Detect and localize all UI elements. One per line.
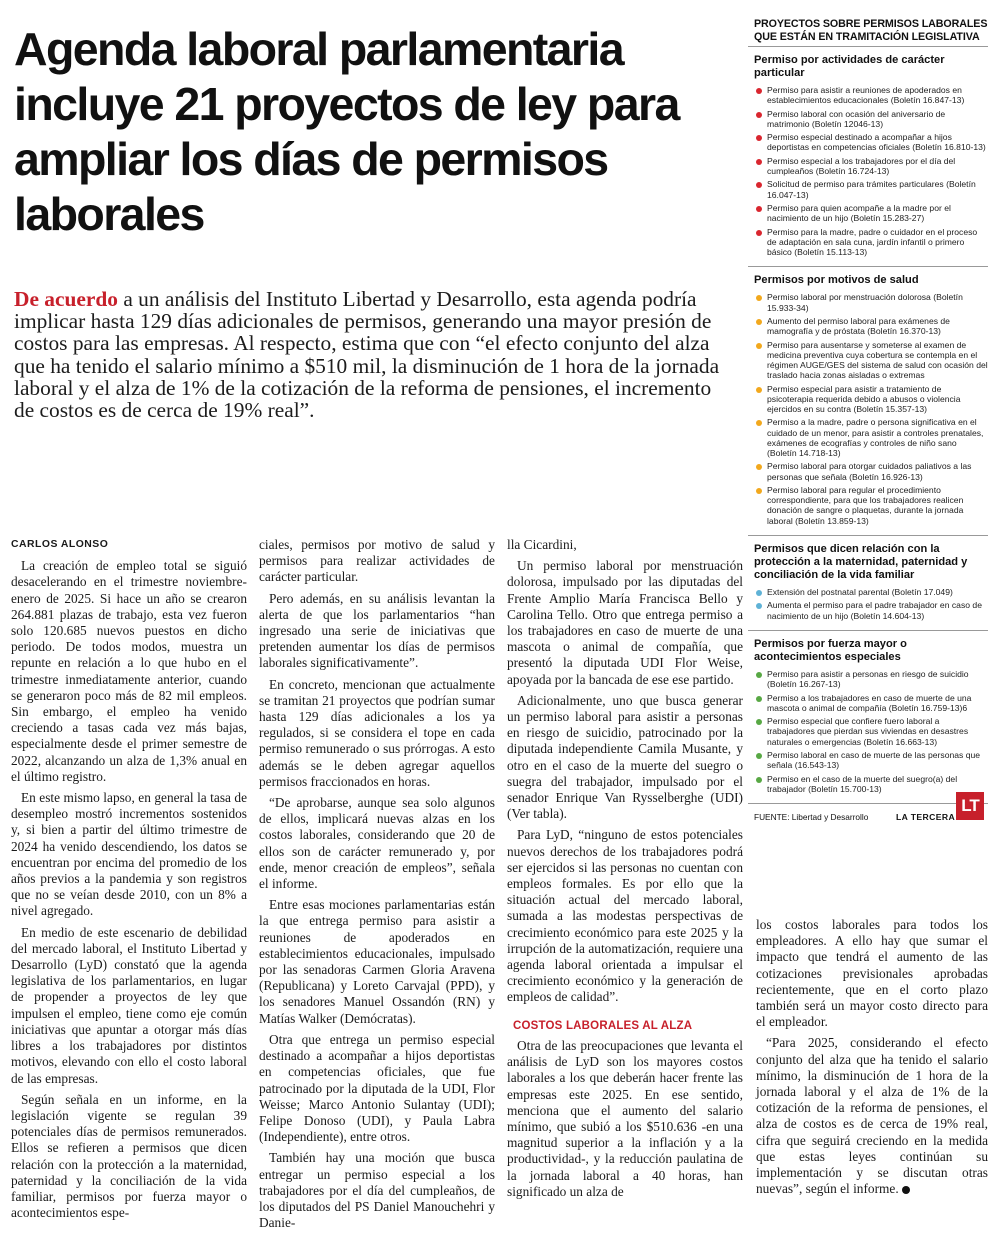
section-subhead: COSTOS LABORALES AL ALZA xyxy=(513,1019,693,1032)
sidebar-title: PROYECTOS SOBRE PERMISOS LABORALES QUE ESTÁN EN TRAMITACIÓN LEGISLATIVA xyxy=(748,18,988,47)
sidebar-bullet-item: Permiso para ausentarse y someterse al examen de medicina preventiva cuya cobertura se contempla en el régimen AUGE/GES del sistema de salud con ocasión del traslado hacia zonas aisladas o extremas xyxy=(754,340,988,381)
sidebar-bullet-item: Permiso en el caso de la muerte del suegro(a) del trabajador (Boletín 15.700-13) xyxy=(754,774,988,794)
column-2 xyxy=(259,537,495,1236)
body-paragraph: En concreto, mencionan que actualmente se tramitan 21 proyectos que podrían sumar hasta 129 días adicionales a los ya regulados, si se considera el tope en cada permiso remunerado o sus prórrogas. A esto además se le deben agregar aquellos permisos fraccionados en horas. xyxy=(259,676,495,789)
body-paragraph: “De aprobarse, aunque sea solo algunos de ellos, implicará nuevas alzas en los costos laborales, considerando que 20 de ellos son de carácter remunerado y, por ende, menor creación de empleos”, señala el informe. xyxy=(259,795,495,892)
body-paragraph: Según señala en un informe, en la legislación vigente se regulan 39 potenciales días de permisos remunerados. Ellos se refieren a permisos que dicen relación con la protección a la maternidad, paternidad y la conciliación de la vida familiar, permisos por fuerza mayor o acontecimientos espe- xyxy=(11,1091,247,1221)
sidebar-bullet-item: Permiso laboral para regular el procedimiento correspondiente, para que los trabajadores realicen donación de sangre o plaquetas, durante la jornada laboral (Boletín 13.859-13) xyxy=(754,485,988,526)
column-1 xyxy=(11,537,247,1226)
body-paragraph: Otra que entrega un permiso especial destinado a acompañar a hijos deportistas en competencias oficiales, que fue patrocinado por la diputada de la UDI, Flor Weisse; Marco Antonio Sulantay (UDI); Felipe Donoso (UDI), y Paula Labra (Independiente), entre otros. xyxy=(259,1031,495,1145)
body-paragraph: ciales, permisos por motivo de salud y permisos para realizar actividades de carácter particular. xyxy=(259,537,495,585)
sidebar-footer xyxy=(748,796,988,823)
sidebar-bullet-item: Permiso para asistir a personas en riesgo de suicidio (Boletín 16.267-13) xyxy=(754,669,988,689)
column-3 xyxy=(507,537,743,1205)
sidebar-section-title: Permiso por actividades de carácter particular xyxy=(754,54,945,79)
body-paragraph: Pero además, en su análisis levantan la alerta de que los parlamentarios “han ingresado una serie de iniciativas que pretenden aumentar los días de permisos laborales significativamente”. xyxy=(259,590,495,671)
sidebar-section-title: Permisos por motivos de salud xyxy=(754,274,919,287)
la-tercera-logo: LT xyxy=(956,792,984,820)
body-paragraph: Un permiso laboral por menstruación dolorosa, impulsado por las diputadas del Frente Amplio María Francisca Bello y Carolina Tello. Otro que entrega permiso a los trabajadores en caso de muerte de una mascota o animal de compañía, que presentó la diputada UDI Flor Weise, apoyada por la bancada de ese ese partido. xyxy=(507,558,743,687)
sidebar-section xyxy=(748,535,988,630)
sidebar-bullet-item: Solicitud de permiso para trámites particulares (Boletín 16.047-13) xyxy=(754,179,988,199)
sidebar-section xyxy=(748,266,988,535)
sidebar-section-title: Permisos que dicen relación con la protección a la maternidad, paternidad y conciliación de la vida familiar xyxy=(754,542,968,581)
headline: Agenda laboral parlamentaria incluye 21 proyectos de ley para ampliar los días de permisos laborales xyxy=(14,23,679,240)
body-paragraph: En medio de este escenario de debilidad del mercado laboral, el Instituto Libertad y Desarrollo (LyD) constató que la agenda legislativa de los parlamentarios, en lugar de propender a proyectos de ley que impulsen el empleo, tiene como eje común iniciativas que apuntar a otorgar más días libres a los trabajadores por distintos motivos, elevando con ello el costo laboral de las empresas. xyxy=(11,924,247,1086)
lead-strong: De acuerdo xyxy=(14,287,118,311)
body-paragraph: También hay una moción que busca entregar un permiso especial a los trabajadores por el día del cumpleaños, de los diputados del PS Daniel Manouchehri y Danie- xyxy=(259,1150,495,1231)
column-3-body xyxy=(507,537,743,1006)
sidebar-item-list xyxy=(748,587,988,621)
body-paragraph: “Para 2025, considerando el efecto conjunto del alza que ha tenido el salario mínimo, la disminución de 1 hora de la jornada laboral y el alza de 1% de la cotización de la reforma de pensiones, el alza de costos es de cerca de 19% real, cifra que seguirá creciendo en la medida que estas leyes continúan su implementación y se discutan otras nuevas”, según el informe. xyxy=(756,1035,988,1197)
sidebar-section-title: Permisos por fuerza mayor o acontecimientos especiales xyxy=(754,637,907,663)
sidebar-bullet-item: Permiso para quien acompañe a la madre por el nacimiento de un hijo (Boletín 15.283-27) xyxy=(754,203,988,223)
source-note: FUENTE: Libertad y Desarrollo xyxy=(754,812,869,823)
body-paragraph: Adicionalmente, uno que busca generar un permiso laboral para asistir a personas en riesgo de suicidio, patrocinado por la diputada independiente Camila Musante, y otro en el caso de la muerte del suegro o suegra del trabajador, impulsado por el senador Enrique Van Rysselberghe (UDI) (Ver tabla). xyxy=(507,692,743,822)
permits-sidebar xyxy=(748,18,988,918)
sidebar-bullet-item: Permiso laboral para otorgar cuidados paliativos a las personas que señala (Boletín 16.926-13) xyxy=(754,461,988,481)
body-paragraph: Entre esas mociones parlamentarias están la que entrega permiso para asistir a reuniones de apoderados en establecimientos educacionales, impulsado por las senadoras Carmen Gloria Aravena (Republicana) y Loreto Carvajal (PPD), y los senadores Manuel Ossandón (RN) y Matías Walker (Demócratas). xyxy=(259,897,495,1026)
sidebar-bullet-item: Permiso especial que confiere fuero laboral a trabajadores que pierdan sus viviendas en desastres naturales o emergencias (Boletín 16.663-13) xyxy=(754,716,988,747)
sidebar-bullet-item: Permiso laboral con ocasión del aniversario de matrimonio (Boletín 12046-13) xyxy=(754,109,988,129)
sidebar-bullet-item: Permiso especial para asistir a tratamiento de psicoterapia requerida debido a abusos o violencia ejercidos en su contra (Boletín 15.357-13) xyxy=(754,384,988,415)
column-4-body xyxy=(756,917,988,1197)
body-paragraph: En este mismo lapso, en general la tasa de desempleo mostró incrementos sostenidos y, si bien a partir del último trimestre de 2024 ha venido descendiendo, los datos se encuentran por encima del promedio de los años previos a la pandemia y son registros que no se veían desde 2010, con un 8% a nivel agregado. xyxy=(11,790,247,919)
body-paragraph: los costos laborales para todos los empleadores. A ello hay que sumar el impacto que tendrá el aumento de las cotizaciones previsionales aprobadas recientemente, que en el corto plazo también será un mayor costo directo para el empleador. xyxy=(756,917,988,1030)
sidebar-item-list xyxy=(748,85,988,257)
sidebar-bullet-item: Permiso para asistir a reuniones de apoderados en establecimientos educacionales (Boletín 16.847-13) xyxy=(754,85,988,105)
sidebar-bullet-item: Permiso especial a los trabajadores por el día del cumpleaños (Boletín 16.724-13) xyxy=(754,156,988,176)
body-paragraph: La creación de empleo total se siguió desacelerando en el trimestre noviembre-enero de 2025. Si hace un año se crearon 264.881 plazas de trabajo, esta vez fueron solo 120.685 nuevos puestos en dicho periodo. De todos modos, muestra un repunte en relación a lo que hubo en el trimestre inmediatamente anterior, cuando se generaron poco más de 82 mil empleos. Sin embargo, el empleo ha venido creciendo a tasas cada vez más bajas, especialmente desde el primer semestre de 2022, alcanzando un alza de 1,3% anual en el último registro. xyxy=(11,558,247,784)
sidebar-bullet-item: Permiso laboral en caso de muerte de las personas que señala (16.543-13) xyxy=(754,750,988,770)
sidebar-bullet-item: Permiso especial destinado a acompañar a hijos deportistas en competencias oficiales (Boletín 16.810-13) xyxy=(754,132,988,152)
column-1-body xyxy=(11,558,247,1221)
sidebar-bullet-item: Permiso a los trabajadores en caso de muerte de una mascota o animal de compañía (Boletín 16.759-13)6 xyxy=(754,693,988,713)
sidebar-bullet-item: Aumento del permiso laboral para exámenes de mamografía y de próstata (Boletín 16.370-13) xyxy=(754,316,988,336)
end-of-article-mark xyxy=(902,1186,910,1194)
sidebar-section xyxy=(748,630,988,803)
sidebar-section xyxy=(748,47,988,266)
sidebar-item-list xyxy=(748,292,988,525)
publication-name: LA TERCERA xyxy=(896,812,956,823)
body-paragraph: lla Cicardini, xyxy=(507,537,577,552)
body-paragraph: Otra de las preocupaciones que levanta el análisis de LyD son los mayores costos laborales a los que deberán hacer frente las empresas este 2025. En ese sentido, menciona que el aumento del salario mínimo, que subió a los $510.636 -en una magnitud superior a la inflación y a la productividad-, y la reducción paulatina de la jornada laboral a 40 horas, han significado un alza de xyxy=(507,1037,743,1199)
sidebar-bullet-item: Aumenta el permiso para el padre trabajador en caso de nacimiento de un hijo (Boletín 14.604-13) xyxy=(754,600,988,620)
sidebar-sections xyxy=(748,47,988,803)
byline: CARLOS ALONSO xyxy=(11,539,109,550)
body-paragraph: Para LyD, “ninguno de estos potenciales nuevos derechos de los trabajadores podrá ser ejercidos si las personas no cuentan con empleos formales. Es por ello que la situación actual del mercado laboral, sumada a las modestas perspectivas de crecimiento económico para este 2025 y la irrupción de la automatización, requiere una agenda laboral orientada a impulsar el crecimiento económico y la generación de empleos de calidad”. xyxy=(507,827,743,1005)
sidebar-bullet-item: Permiso laboral por menstruación dolorosa (Boletín 15.933-34) xyxy=(754,292,988,312)
column-4 xyxy=(756,917,988,1202)
sidebar-bullet-item: Permiso a la madre, padre o persona significativa en el cuidado de un menor, para asistir a controles prenatales, exámenes de ecografías y controles de niño sano (Boletín 14.718-13) xyxy=(754,417,988,458)
sidebar-item-list xyxy=(748,669,988,794)
sidebar-bullet-item: Permiso para la madre, padre o cuidador en el proceso de adaptación en sala cuna, jardín infantil o primero básico (Boletín 15.113-13) xyxy=(754,227,988,258)
sidebar-bullet-item: Extensión del postnatal parental (Boletín 17.049) xyxy=(754,587,988,597)
lead-paragraph xyxy=(14,288,736,421)
lead-text: a un análisis del Instituto Libertad y Desarrollo, esta agenda podría implicar hasta 129 días adicionales de permisos, generando una mayor presión de costos para las empresas. Al respecto, estima que con “el efecto conjunto del alza que ha tenido el salario mínimo a $510 mil, la disminución de 1 hora de la jornada laboral y el alza de 1% de la cotización de la reforma de pensiones, el incremento de costos es de cerca de 19% real”. xyxy=(14,287,720,423)
